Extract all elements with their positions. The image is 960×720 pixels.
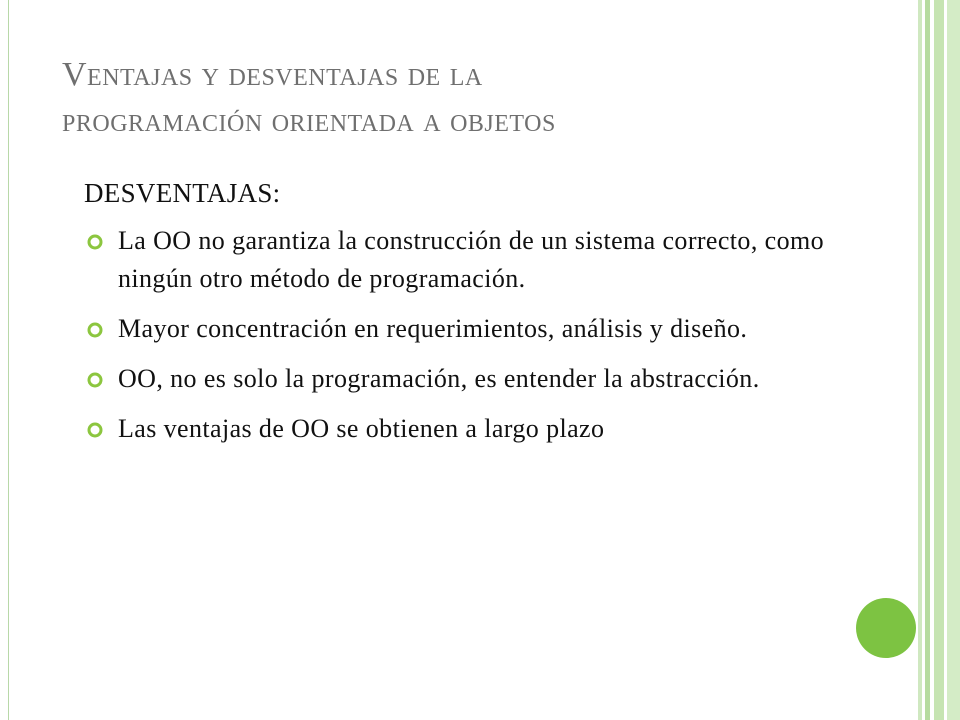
list-item bbox=[84, 222, 864, 298]
slide-title-line-1: Ventajas y desventajas de la bbox=[62, 56, 483, 93]
list-item bbox=[84, 310, 864, 348]
bullet-list bbox=[84, 222, 864, 460]
right-stripe bbox=[947, 0, 960, 720]
ring-bullet-icon bbox=[86, 233, 104, 251]
slide-title bbox=[62, 52, 902, 144]
green-circle-decoration bbox=[856, 598, 916, 658]
bullet-text: Mayor concentración en requerimientos, análisis y diseño. bbox=[118, 314, 748, 343]
list-item bbox=[84, 360, 864, 398]
slide-title-line-2: programación orientada a objetos bbox=[62, 102, 556, 139]
ring-bullet-icon bbox=[86, 321, 104, 339]
ring-bullet-icon bbox=[86, 371, 104, 389]
bullet-text: La OO no garantiza la construcción de un sistema correcto, como ningún otro método de programación. bbox=[118, 226, 824, 293]
section-heading: DESVENTAJAS: bbox=[84, 178, 281, 208]
bullet-text: OO, no es solo la programación, es entender la abstracción. bbox=[118, 364, 760, 393]
bullet-text: Las ventajas de OO se obtienen a largo plazo bbox=[118, 414, 605, 443]
right-stripe bbox=[934, 0, 944, 720]
list-item bbox=[84, 410, 864, 448]
ring-bullet-icon bbox=[86, 421, 104, 439]
left-border-rule bbox=[8, 0, 9, 720]
